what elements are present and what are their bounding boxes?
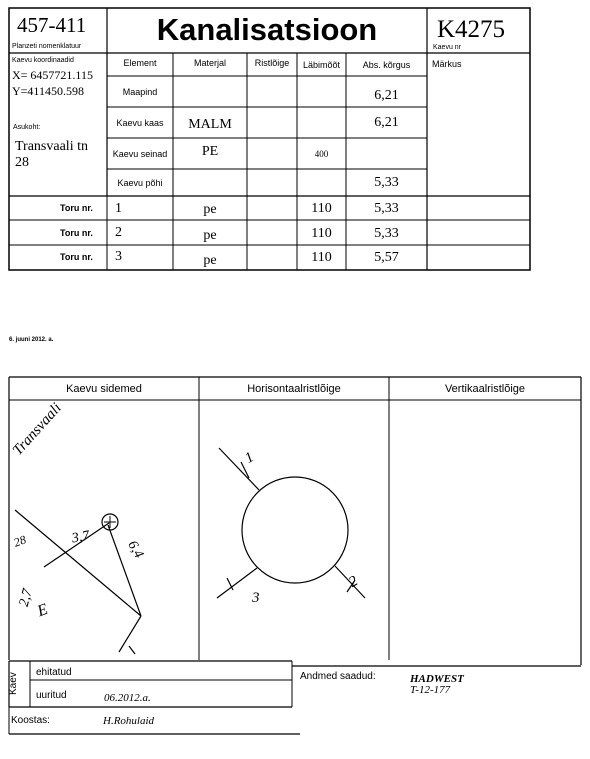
measure-28: 28 xyxy=(11,532,28,550)
map-sheet-label: Planzeti nomenklatuur xyxy=(12,43,82,50)
pipe-diameter-1: 110 xyxy=(311,201,332,216)
pipe-mark-3: 3 xyxy=(252,590,260,606)
pipe-material-3: pe xyxy=(203,253,217,268)
address-line-1: Transvaali tn xyxy=(15,139,88,154)
measure-27: 2,7 xyxy=(16,587,36,609)
footer-data-from-label: Andmed saadud: xyxy=(300,671,376,682)
footer-compiler: H.Rohulaid xyxy=(103,715,155,727)
row-element-bottom: Kaevu põhi xyxy=(117,177,163,188)
pipe-material-1: pe xyxy=(203,202,217,217)
header-section: Ristlõige xyxy=(254,58,290,68)
footer-measured-label: uuritud xyxy=(36,690,67,701)
row-height-lid: 6,21 xyxy=(374,114,399,130)
address-line-2: 28 xyxy=(15,155,29,170)
well-id-label: Kaevu nr xyxy=(433,44,462,51)
row-height-bottom: 5,33 xyxy=(374,174,399,190)
row-element-ground: Maapind xyxy=(122,86,158,97)
coord-x: X= 6457721.115 xyxy=(12,68,93,82)
well-symbol-icon xyxy=(99,511,121,533)
footer-built-label: ehitatud xyxy=(36,667,72,678)
sketch-header-vertical: Vertikaalristlõige xyxy=(444,382,526,395)
measure-64: 6,4 xyxy=(124,538,147,562)
footer-kaev-label: Kaev xyxy=(8,672,19,695)
row-diameter-walls: 400 xyxy=(314,148,329,159)
pipe-mark-2: 2 xyxy=(346,573,361,591)
page-title: Kanalisatsioon xyxy=(156,12,378,47)
pipe-nr-2: 2 xyxy=(115,225,122,240)
row-element-walls: Kaevu seinad xyxy=(112,148,168,159)
pipe-nr-1: 1 xyxy=(115,201,122,216)
street-name-handwritten: Transvaali xyxy=(10,400,65,459)
pipe-mark-1: 1 xyxy=(242,449,257,467)
sketch-header-ties: Kaevu sidemed xyxy=(66,382,142,395)
well-id: K4275 xyxy=(437,16,506,43)
horizontal-section-sketch xyxy=(199,400,389,660)
coords-label: Kaevu koordinaadid xyxy=(12,57,74,64)
footer-measured-date: 06.2012.a. xyxy=(104,692,151,704)
pipe-diameter-3: 110 xyxy=(311,250,332,265)
measure-37: 3,7 xyxy=(70,528,91,547)
pipe-height-2: 5,33 xyxy=(374,225,399,241)
header-diameter: Läbimõõt xyxy=(302,59,341,70)
header-height: Abs. kõrgus xyxy=(362,59,411,70)
pipe-diameter-2: 110 xyxy=(311,225,332,241)
header-material: Materjal xyxy=(193,58,226,68)
header-element: Element xyxy=(123,58,157,68)
sketch-header-horizontal: Horisontaalristlõige xyxy=(247,382,341,395)
pipe-height-3: 5,57 xyxy=(374,250,399,265)
footer-company: HADWEST xyxy=(410,673,464,685)
header-remarks: Märkus xyxy=(432,59,462,69)
pipe-label-1: Toru nr. xyxy=(60,203,93,213)
pipe-nr-3: 3 xyxy=(115,249,122,264)
footer-compiled-label: Koostas: xyxy=(11,715,50,726)
coord-y: Y=411450.598 xyxy=(12,84,84,98)
map-sheet-number: 457-411 xyxy=(17,13,87,37)
row-material-walls: PE xyxy=(201,143,219,159)
address-label: Asukoht: xyxy=(13,124,41,131)
row-material-lid: MALM xyxy=(188,116,232,132)
pipe-label-3: Toru nr. xyxy=(60,252,93,262)
pipe-label-2: Toru nr. xyxy=(60,228,93,238)
direction-east: E xyxy=(35,600,51,621)
pipe-height-1: 5,33 xyxy=(374,201,399,216)
row-height-ground: 6,21 xyxy=(374,87,399,103)
footer-company-ref: T-12-177 xyxy=(410,684,451,696)
date-note: 6. juuni 2012. a. xyxy=(9,337,54,343)
row-element-lid: Kaevu kaas xyxy=(116,117,164,128)
pipe-material-2: pe xyxy=(203,228,217,243)
